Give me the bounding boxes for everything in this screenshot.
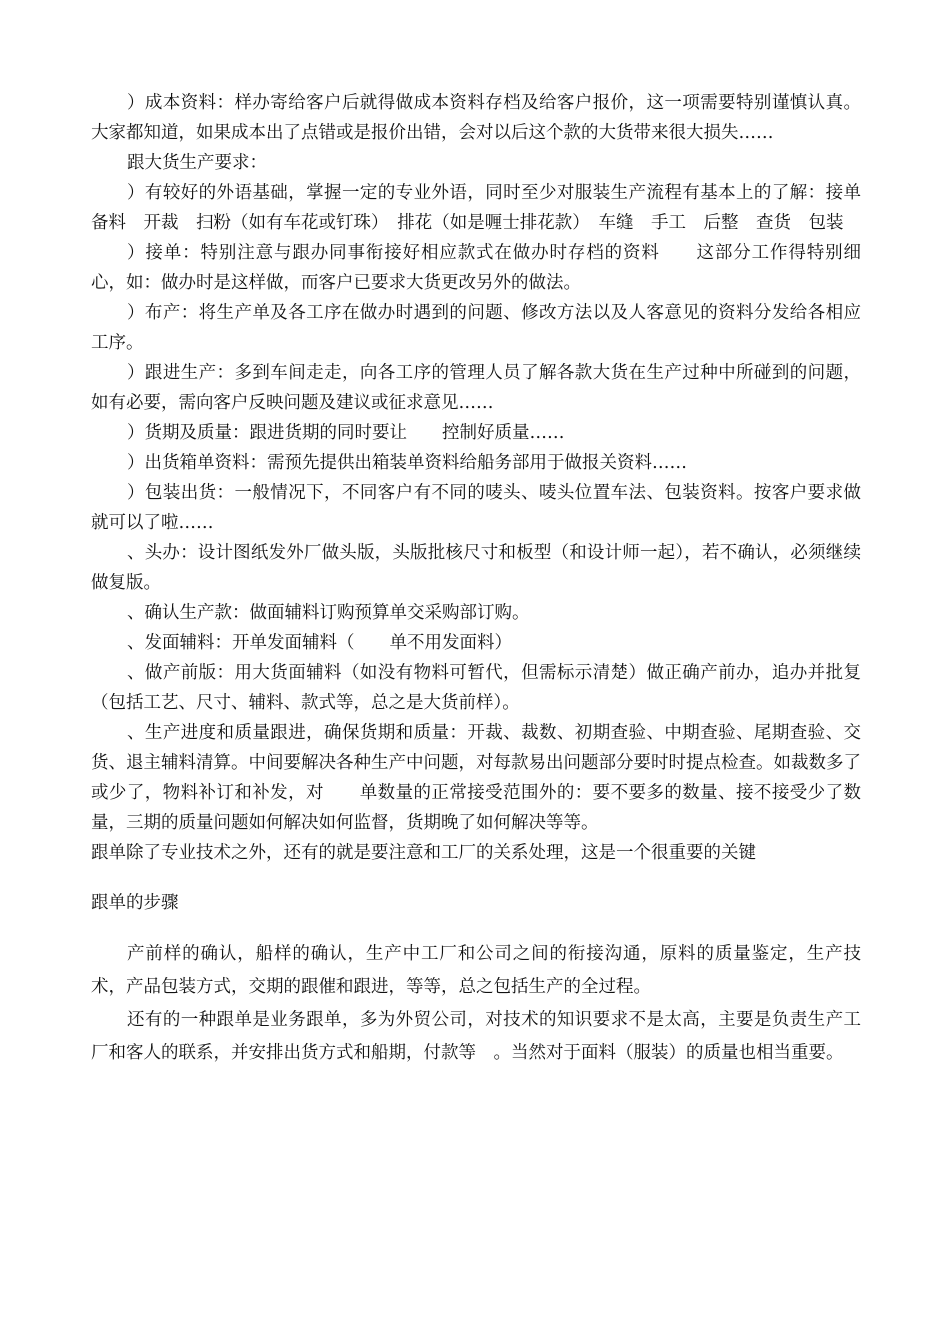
paragraph-steps-detail: 产前样的确认，船样的确认，生产中工厂和公司之间的衔接沟通，原料的质量鉴定，生产技术，产品包装方式，交期的跟催和跟进，等等，总之包括生产的全过程。 bbox=[91, 944, 861, 997]
paragraph-factory-relations: 跟单除了专业技术之外，还有的就是要注意和工厂的关系处理，这是一个很重要的关键 bbox=[91, 843, 756, 863]
paragraph-packing-list: ）出货箱单资料：需预先提供出箱装单资料给船务部用于做报关资料…… bbox=[127, 453, 687, 473]
paragraph-issue-materials: 、发面辅料：开单发面辅料（ 单不用发面料） bbox=[127, 633, 512, 653]
paragraph-production-assignment: ）布产：将生产单及各工序在做办时遇到的问题、修改方法以及人客意见的资料分发给各相应工序。 bbox=[91, 303, 861, 353]
heading-mass-production-requirements: 跟大货生产要求： bbox=[127, 153, 267, 173]
paragraph-packing-shipment: ）包装出货：一般情况下，不同客户有不同的唛头、唛头位置车法、包装资料。按客户要求做就可以了啦…… bbox=[91, 483, 861, 533]
paragraph-order-taking: ）接单：特别注意与跟办同事衔接好相应款式在做办时存档的资料 这部分工作得特别细心，如：做办时是这样做，而客户已要求大货更改另外的做法。 bbox=[91, 243, 861, 293]
paragraph-progress-quality: 、生产进度和质量跟进，确保货期和质量：开裁、裁数、初期查验、中期查验、尾期查验、交货、退主辅料清算。中间要解决各种生产中问题，对每款易出问题部分要时时提点检查。如裁数多了或少了，物料补订和补发，对 单数量的正常接受范围外的：要不要多的数量、接不接受少了数量，三期的质量问题如何解决如何监督，货期晚了如何解决等等。 bbox=[91, 723, 861, 833]
paragraph-first-sample: 、头办：设计图纸发外厂做头版，头版批核尺寸和板型（和设计师一起），若不确认，必须继续做复版。 bbox=[91, 543, 861, 593]
paragraph-delivery-quality: ）货期及质量：跟进货期的同时要让 控制好质量…… bbox=[127, 423, 565, 443]
document-page bbox=[91, 88, 879, 1070]
paragraph-confirm-production: 、确认生产款：做面辅料订购预算单交采购部订购。 bbox=[127, 603, 530, 623]
heading-follow-up-steps: 跟单的步骤 bbox=[91, 893, 179, 913]
paragraph-pre-production-sample: 、做产前版：用大货面辅料（如没有物料可暂代，但需标示清楚）做正确产前办，追办并批复（包括工艺、尺寸、辅料、款式等，总之是大货前样）。 bbox=[91, 663, 861, 713]
paragraph-language-skills: ）有较好的外语基础，掌握一定的专业外语，同时至少对服装生产流程有基本上的了解：接单 备料 开裁 扫粉（如有车花或钉珠） 排花（如是喱士排花款） 车缝 手工 后整 查货 包装 bbox=[91, 183, 879, 233]
paragraph-cost-data: ）成本资料：样办寄给客户后就得做成本资料存档及给客户报价，这一项需要特别谨慎认真。大家都知道，如果成本出了点错或是报价出错，会对以后这个款的大货带来很大损失…… bbox=[91, 93, 861, 143]
paragraph-business-follow-up: 还有的一种跟单是业务跟单，多为外贸公司，对技术的知识要求不是太高，主要是负责生产工厂和客人的联系，并安排出货方式和船期，付款等 。当然对于面料（服装）的质量也相当重要。 bbox=[91, 1010, 861, 1063]
paragraph-production-follow-up: ）跟进生产：多到车间走走，向各工序的管理人员了解各款大货在生产过种中所碰到的问题，如有必要，需向客户反映问题及建议或征求意见…… bbox=[91, 363, 861, 413]
